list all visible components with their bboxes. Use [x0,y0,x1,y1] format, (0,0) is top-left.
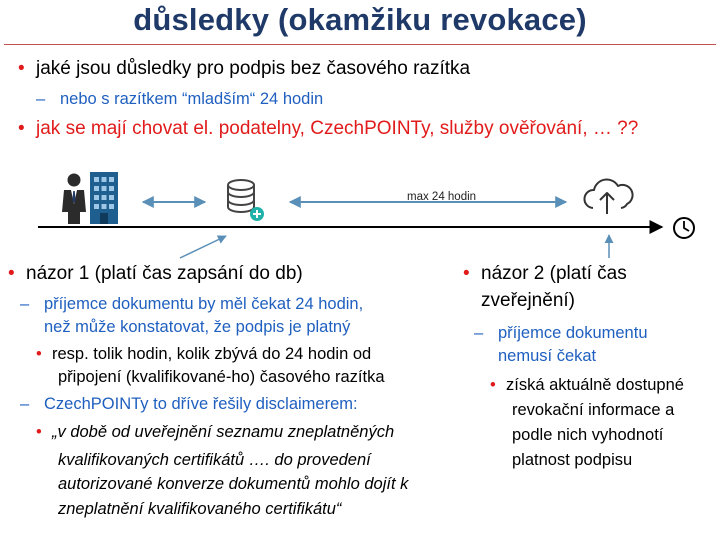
bullet-behaviour-question: • jak se mají chovat el. podatelny, CzechPOINTy, služby ověřování, … ?? [18,118,639,139]
opinion-1-sub-bullet-cont: připojení (kvalifikované-ho) časového razítka [58,368,385,386]
database-add-icon [228,180,254,212]
max-24-hours-label: max 24 hodin [407,191,477,203]
sub-bullet-younger-timestamp: – nebo s razítkem “mladším“ 24 hodin [36,90,324,108]
opinion-2-sub-cont: nemusí čekat [498,347,597,365]
opinion-1-heading: • názor 1 (platí čas zapsání do db) [8,263,303,284]
opinion-1-sub-czechpoint: – CzechPOINTy to dříve řešily disclaimerem: [20,395,358,413]
opinion-2-bullet-line-2: revokační informace a [512,401,675,419]
businessman-icon [62,174,86,225]
pointer-arrow-db [180,236,226,258]
opinion-2-bullet-line-1: • získá aktuálně dostupné [490,376,684,394]
opinion-1-sub-bullet: • resp. tolik hodin, kolik zbývá do 24 hodin od [36,345,372,363]
opinion-2-heading-cont: zveřejnění) [481,290,575,311]
disclaimer-quote-line-2: kvalifikovaných certifikátů …. do provedení [58,451,371,469]
clock-icon [674,218,694,238]
disclaimer-quote-line-4: zneplatnění kvalifikovaného certifikátu“ [58,500,342,518]
opinion-2-bullet-line-4: platnost podpisu [512,451,633,469]
opinion-2-heading: • názor 2 (platí čas [463,263,627,284]
opinion-2-bullet-line-3: podle nich vyhodnotí [512,426,664,444]
bullet-signature-without-timestamp: • jaké jsou důsledky pro podpis bez časového razítka [18,58,471,79]
add-badge-icon [250,207,264,221]
opinion-2-sub: – příjemce dokumentu [474,324,648,342]
slide-title: důsledky (okamžiku revokace) [133,2,587,37]
opinion-1-sub-wait: – příjemce dokumentu by měl čekat 24 hodin, [20,295,364,313]
opinion-1-sub-wait-cont: než může konstatovat, že podpis je platný [44,318,351,336]
bullet-dot: • [18,58,25,79]
cloud-upload-icon [584,180,632,214]
building-icon [90,172,118,224]
disclaimer-quote-line-3: autorizované konverze dokumentů mohlo dojít k [58,475,409,493]
disclaimer-quote-line-1: • „v době od uveřejnění seznamu zneplatněných [36,423,395,441]
